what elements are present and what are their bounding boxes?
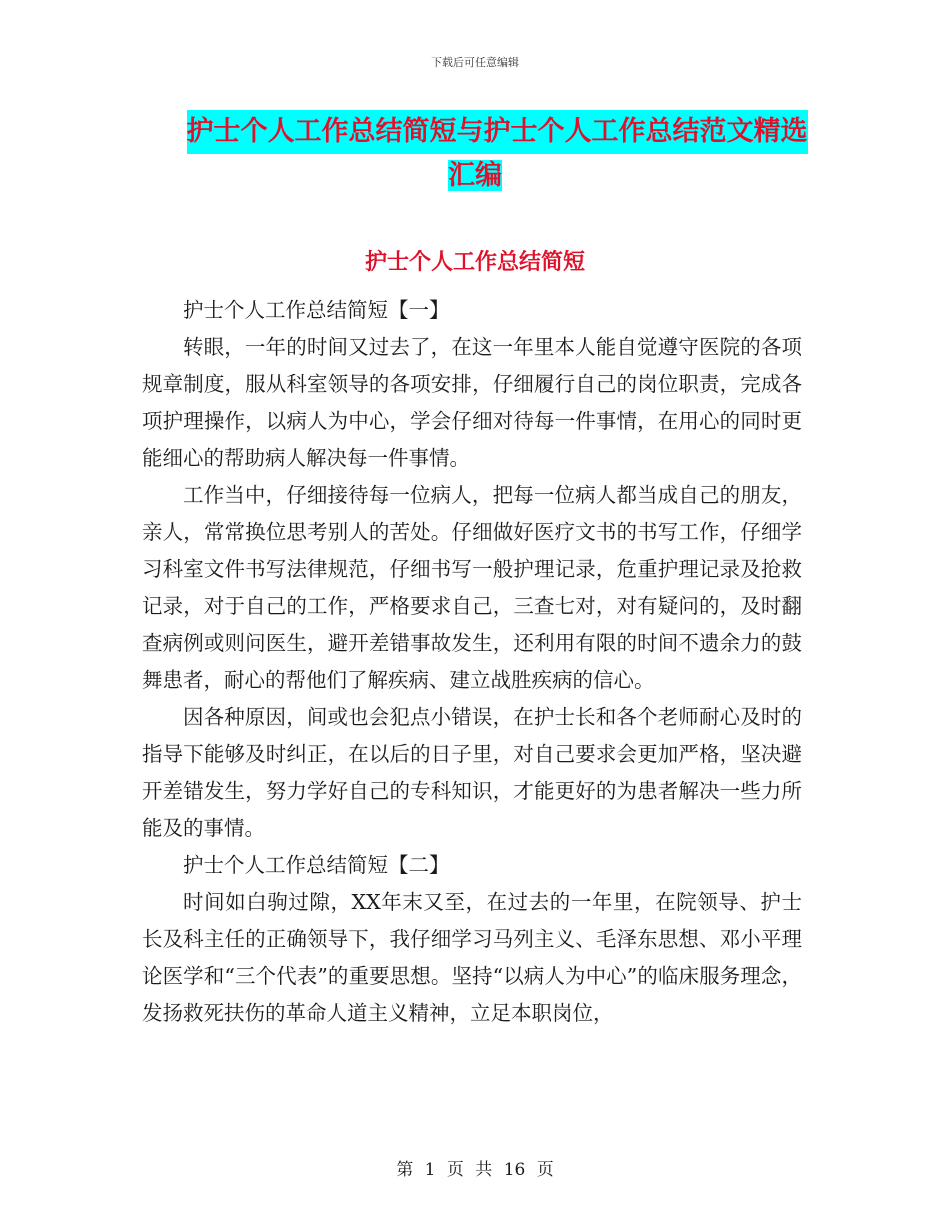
document-body — [142, 292, 802, 1032]
document-title — [0, 110, 950, 198]
subsection-heading: 护士个人工作总结简短【二】 — [183, 853, 450, 877]
document-title-line-2: 汇编 — [448, 160, 502, 191]
paragraph: 时间如白驹过隙，XX年末又至，在过去的一年里，在院领导、护士长及科主任的正确领导下，我仔细学习马列主义、毛泽东思想、邓小平理论医学和“三个代表”的重要思想。坚持“以病人为中心”的临床服务理念，发扬救死扶伤的革命人道主义精神，立足本职岗位， — [142, 890, 802, 1025]
paragraph: 工作当中，仔细接待每一位病人，把每一位病人都当成自己的朋友，亲人，常常换位思考别人的苦处。仔细做好医疗文书的书写工作，仔细学习科室文件书写法律规范，仔细书写一般护理记录，危重护理记录及抢救记录，对于自己的工作，严格要求自己，三查七对，对有疑问的，及时翻查病例或则问医生，避开差错事故发生，还利用有限的时间不遗余力的鼓舞患者，耐心的帮他们了解疾病、建立战胜疾病的信心。 — [142, 483, 802, 692]
subsection-heading: 护士个人工作总结简短【一】 — [183, 298, 450, 322]
header-note: 下载后可任意编辑 — [431, 56, 519, 69]
paragraph: 因各种原因，间或也会犯点小错误，在护士长和各个老师耐心及时的指导下能够及时纠正，在以后的日子里，对自己要求会更加严格，坚决避开差错发生，努力学好自己的专科知识，才能更好的为患者解决一些力所能及的事情。 — [142, 705, 802, 840]
section-title: 护士个人工作总结简短 — [364, 250, 585, 275]
document-title-line-1: 护士个人工作总结简短与护士个人工作总结范文精选 — [187, 110, 808, 154]
paragraph: 转眼，一年的时间又过去了，在这一年里本人能自觉遵守医院的各项规章制度，服从科室领导的各项安排，仔细履行自己的岗位职责，完成各项护理操作，以病人为中心，学会仔细对待每一件事情，在用心的同时更能细心的帮助病人解决每一件事情。 — [142, 335, 802, 470]
page-number-footer: 第 1 页 共 16 页 — [396, 1160, 554, 1180]
